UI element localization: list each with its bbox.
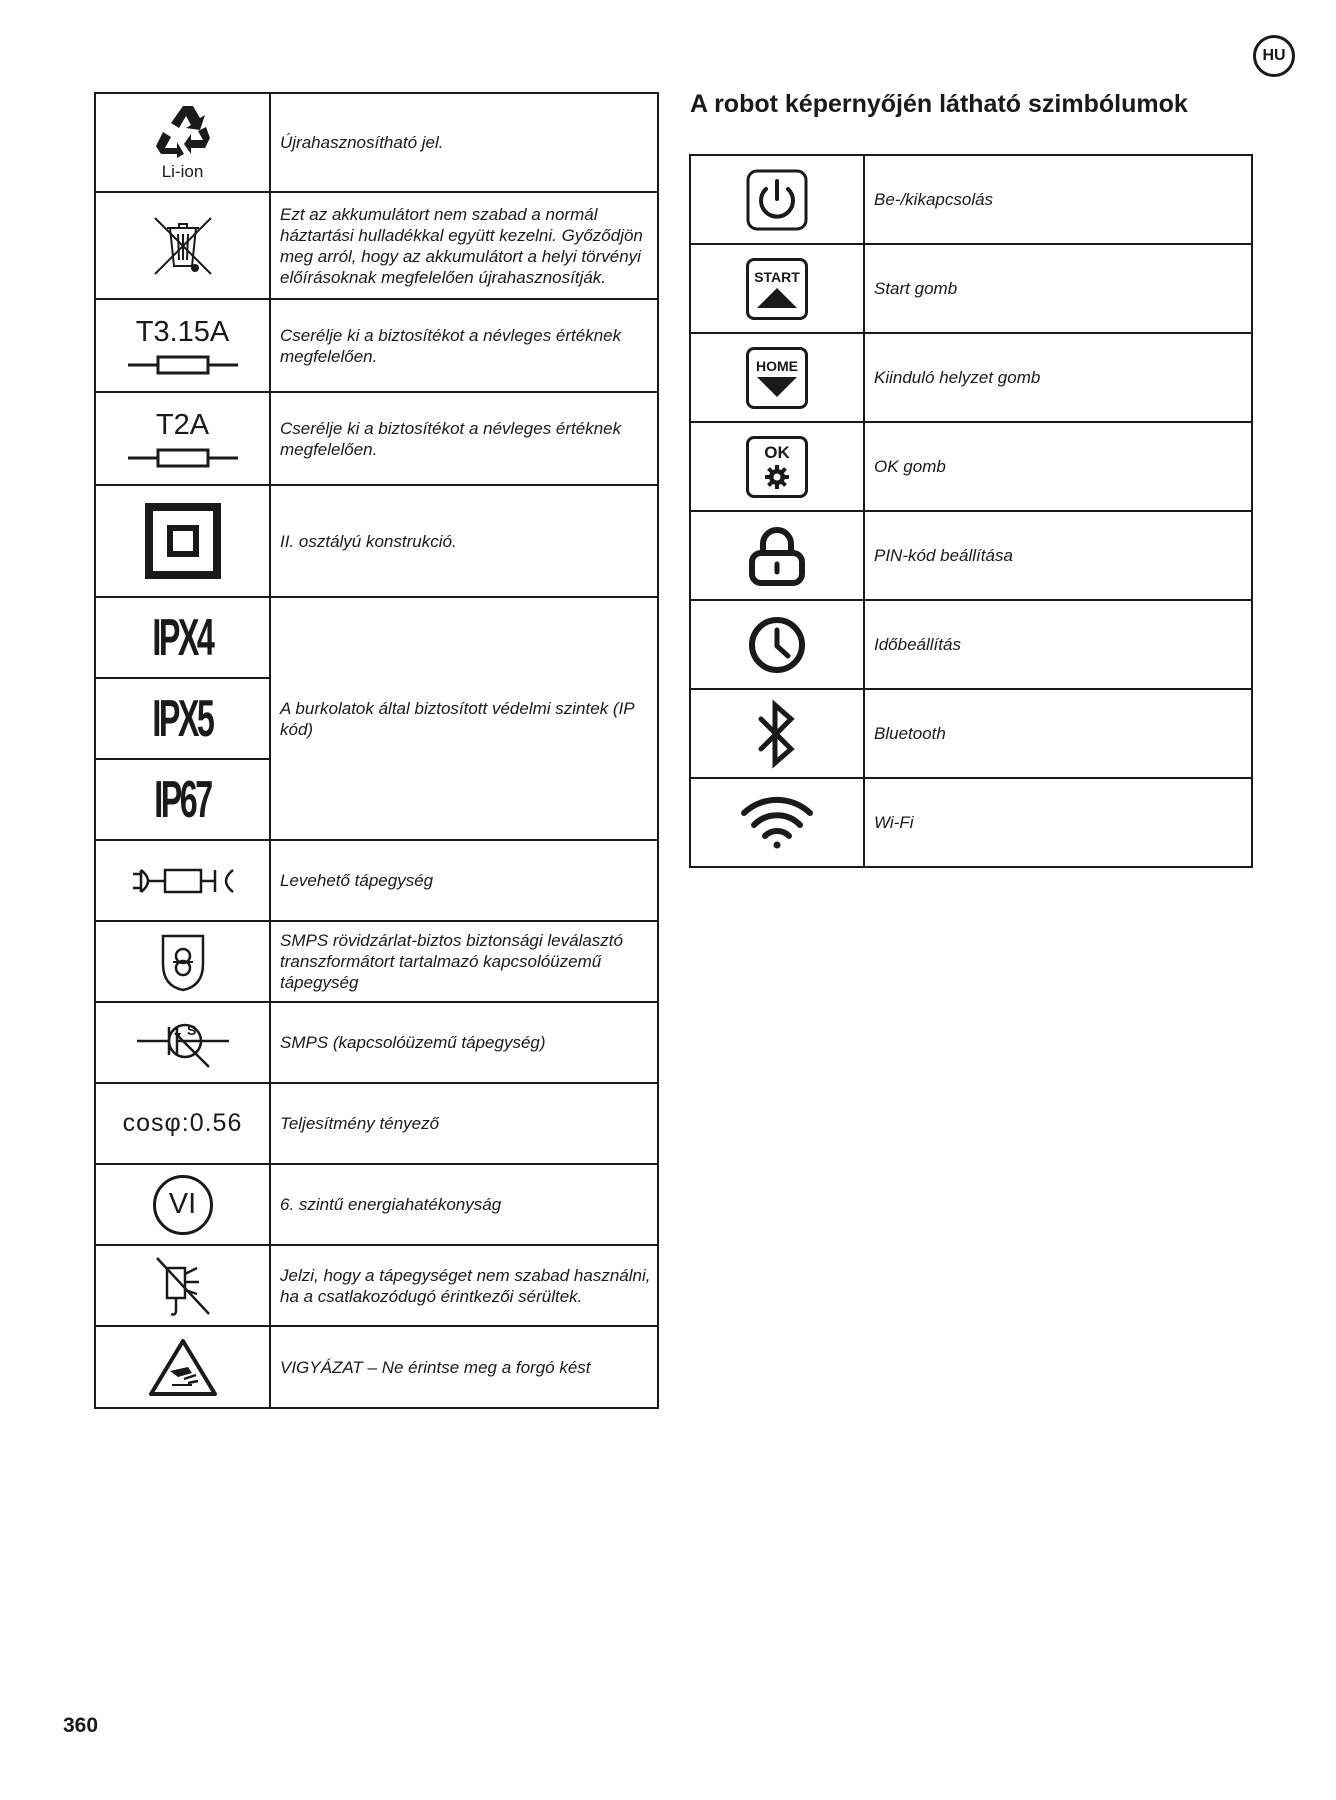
ipx5-icon: IPX5 [152,689,213,748]
start-cell [690,244,864,333]
fuse-icon [128,354,238,376]
table-row [95,485,658,597]
ok-key-label: OK [764,443,790,462]
wifi-cell [690,778,864,867]
ipx4-icon: IPX4 [152,608,213,667]
detachable-power-supply-icon [131,866,235,896]
warning-blade-icon [148,1337,218,1397]
start-icon [746,258,808,320]
power-description: Be-/kikapcsolás [864,155,1252,244]
recycle-icon [153,104,213,160]
triangle-down-icon [757,377,797,397]
smps-cell [95,1002,270,1083]
clock-icon [748,616,806,674]
safety-transformer-icon [159,932,207,992]
table-row [95,840,658,921]
clock-description: Időbeállítás [864,600,1252,689]
class2-description: II. osztályú konstrukció. [270,485,658,597]
power-factor-cell [95,1083,270,1164]
smps-safety-cell [95,921,270,1002]
table-row [690,333,1252,422]
li-ion-label: Li-ion [161,161,204,181]
table-row [690,689,1252,778]
table-row [690,778,1252,867]
recycle-cell [95,93,270,192]
smps-icon [135,1015,231,1071]
table-row [95,597,658,678]
start-description: Start gomb [864,244,1252,333]
triangle-up-icon [757,288,797,308]
start-key-label: START [754,268,800,285]
recycle-description: Újrahasznosítható jel. [270,93,658,192]
ok-description: OK gomb [864,422,1252,511]
power-icon [746,169,808,231]
table-row [95,1083,658,1164]
wifi-description: Wi-Fi [864,778,1252,867]
fuse-t2a-cell [95,392,270,485]
efficiency-cell [95,1164,270,1245]
damaged-plug-icon [153,1254,213,1318]
clock-cell [690,600,864,689]
robot-screen-symbol-table [689,154,1253,868]
table-row [95,299,658,392]
efficiency-description: 6. szintű energiahatékonyság [270,1164,658,1245]
ipx5-cell [95,678,270,759]
crossed-bin-icon [151,214,215,278]
ip-description: A burkolatok által biztosított védelmi szintek (IP kód) [270,597,658,840]
weee-cell [95,192,270,299]
page-number: 360 [63,1714,99,1737]
table-row [95,921,658,1002]
smps-description: SMPS (kapcsolóüzemű tápegység) [270,1002,658,1083]
home-icon [746,347,808,409]
svg-text:S: S [186,1021,196,1038]
lock-cell [690,511,864,600]
smps-safety-description: SMPS rövidzárlat-biztos biztonsági leválasztó transzformátort tartalmazó kapcsolóüzemű tápegység [270,921,658,1002]
lock-icon [749,526,805,586]
table-row [95,93,658,192]
table-row [95,1245,658,1326]
table-row [690,511,1252,600]
ok-icon [746,436,808,498]
double-square-icon [145,503,221,579]
home-key-label: HOME [756,357,798,374]
warning-description: VIGYÁZAT – Ne érintse meg a forgó kést [270,1326,658,1408]
power-factor-label: cosφ:0.56 [122,1109,243,1137]
fuse-rating-label: T3.15A [135,315,230,348]
home-description: Kiinduló helyzet gomb [864,333,1252,422]
wifi-icon [740,797,814,849]
section-title: A robot képernyőjén látható szimbólumok [690,90,1188,118]
table-row [95,1002,658,1083]
power-cell [690,155,864,244]
damaged-plug-cell [95,1245,270,1326]
fuse-t315a-description: Cserélje ki a biztosítékot a névleges értéknek megfelelően. [270,299,658,392]
lock-description: PIN-kód beállítása [864,511,1252,600]
language-badge: HU [1253,35,1295,77]
warning-cell [95,1326,270,1408]
home-cell [690,333,864,422]
weee-description: Ezt az akkumulátort nem szabad a normál háztartási hulladékkal együtt kezelni. Győződjön meg arról, hogy az akkumulátort a helyi törvényi előírásoknak megfelelően újrahasznosítják. [270,192,658,299]
table-row [690,244,1252,333]
fuse-icon [128,447,238,469]
detachable-cell [95,840,270,921]
table-row [690,155,1252,244]
table-row [690,422,1252,511]
ip67-cell [95,759,270,840]
class2-cell [95,485,270,597]
gear-icon [765,465,789,489]
fuse-t2a-description: Cserélje ki a biztosítékot a névleges értéknek megfelelően. [270,392,658,485]
ip67-icon: IP67 [154,770,211,829]
ipx4-cell [95,597,270,678]
fuse-t315a-cell [95,299,270,392]
left-symbol-table [94,92,659,1409]
bluetooth-cell [690,689,864,778]
ok-cell [690,422,864,511]
table-row [95,192,658,299]
table-row [690,600,1252,689]
table-row [95,1326,658,1408]
power-factor-description: Teljesítmény tényező [270,1083,658,1164]
efficiency-level-label: VI [168,1188,197,1220]
fuse-rating-label: T2A [155,408,210,441]
efficiency-level-icon [153,1175,213,1235]
detachable-description: Levehető tápegység [270,840,658,921]
bluetooth-icon [755,699,799,769]
table-row [95,1164,658,1245]
damaged-plug-description: Jelzi, hogy a tápegységet nem szabad használni, ha a csatlakozódugó érintkezői sérültek. [270,1245,658,1326]
table-row [95,392,658,485]
bluetooth-description: Bluetooth [864,689,1252,778]
